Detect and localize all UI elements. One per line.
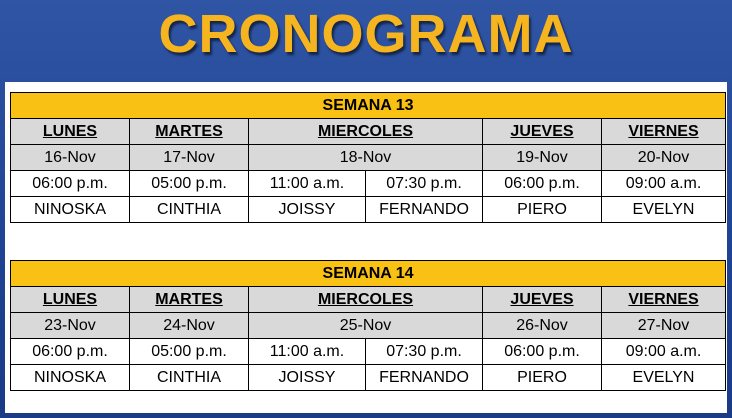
name-cell: FERNANDO — [366, 197, 483, 223]
name-cell: EVELYN — [602, 197, 726, 223]
name-cell: FERNANDO — [366, 365, 483, 391]
week-14-table — [10, 260, 726, 391]
date-cell: 20-Nov — [602, 145, 726, 171]
date-cell: 16-Nov — [11, 145, 130, 171]
time-cell: 05:00 p.m. — [130, 339, 249, 365]
schedule-sheet — [5, 82, 727, 413]
date-cell: 26-Nov — [483, 313, 602, 339]
name-cell: NINOSKA — [11, 197, 130, 223]
time-cell: 05:00 p.m. — [130, 171, 249, 197]
time-cell: 11:00 a.m. — [249, 339, 366, 365]
date-cell: 23-Nov — [11, 313, 130, 339]
name-cell: CINTHIA — [130, 197, 249, 223]
time-cell: 06:00 p.m. — [11, 339, 130, 365]
name-cell: EVELYN — [602, 365, 726, 391]
day-header-tuesday: MARTES — [130, 119, 249, 145]
name-cell: PIERO — [483, 197, 602, 223]
day-header-tuesday: MARTES — [130, 287, 249, 313]
name-cell: CINTHIA — [130, 365, 249, 391]
day-header-friday: VIERNES — [602, 287, 726, 313]
time-cell: 11:00 a.m. — [249, 171, 366, 197]
time-cell: 09:00 a.m. — [602, 171, 726, 197]
day-header-wednesday: MIERCOLES — [249, 287, 483, 313]
time-cell: 06:00 p.m. — [483, 171, 602, 197]
date-cell: 27-Nov — [602, 313, 726, 339]
week-13-block — [10, 92, 725, 223]
date-cell: 24-Nov — [130, 313, 249, 339]
date-cell: 25-Nov — [249, 313, 483, 339]
time-cell: 09:00 a.m. — [602, 339, 726, 365]
date-cell: 19-Nov — [483, 145, 602, 171]
name-cell: NINOSKA — [11, 365, 130, 391]
date-cell: 17-Nov — [130, 145, 249, 171]
page-title: CRONOGRAMA — [158, 4, 574, 64]
name-cell: PIERO — [483, 365, 602, 391]
name-cell: JOISSY — [249, 197, 366, 223]
time-cell: 06:00 p.m. — [483, 339, 602, 365]
time-cell: 07:30 p.m. — [366, 171, 483, 197]
day-header-wednesday: MIERCOLES — [249, 119, 483, 145]
day-header-friday: VIERNES — [602, 119, 726, 145]
week-header: SEMANA 14 — [11, 261, 726, 287]
time-cell: 06:00 p.m. — [11, 171, 130, 197]
day-header-monday: LUNES — [11, 119, 130, 145]
day-header-monday: LUNES — [11, 287, 130, 313]
day-header-thursday: JUEVES — [483, 287, 602, 313]
name-cell: JOISSY — [249, 365, 366, 391]
day-header-thursday: JUEVES — [483, 119, 602, 145]
week-13-table — [10, 92, 726, 223]
date-cell: 18-Nov — [249, 145, 483, 171]
week-14-block — [10, 260, 725, 391]
week-header: SEMANA 13 — [11, 93, 726, 119]
time-cell: 07:30 p.m. — [366, 339, 483, 365]
